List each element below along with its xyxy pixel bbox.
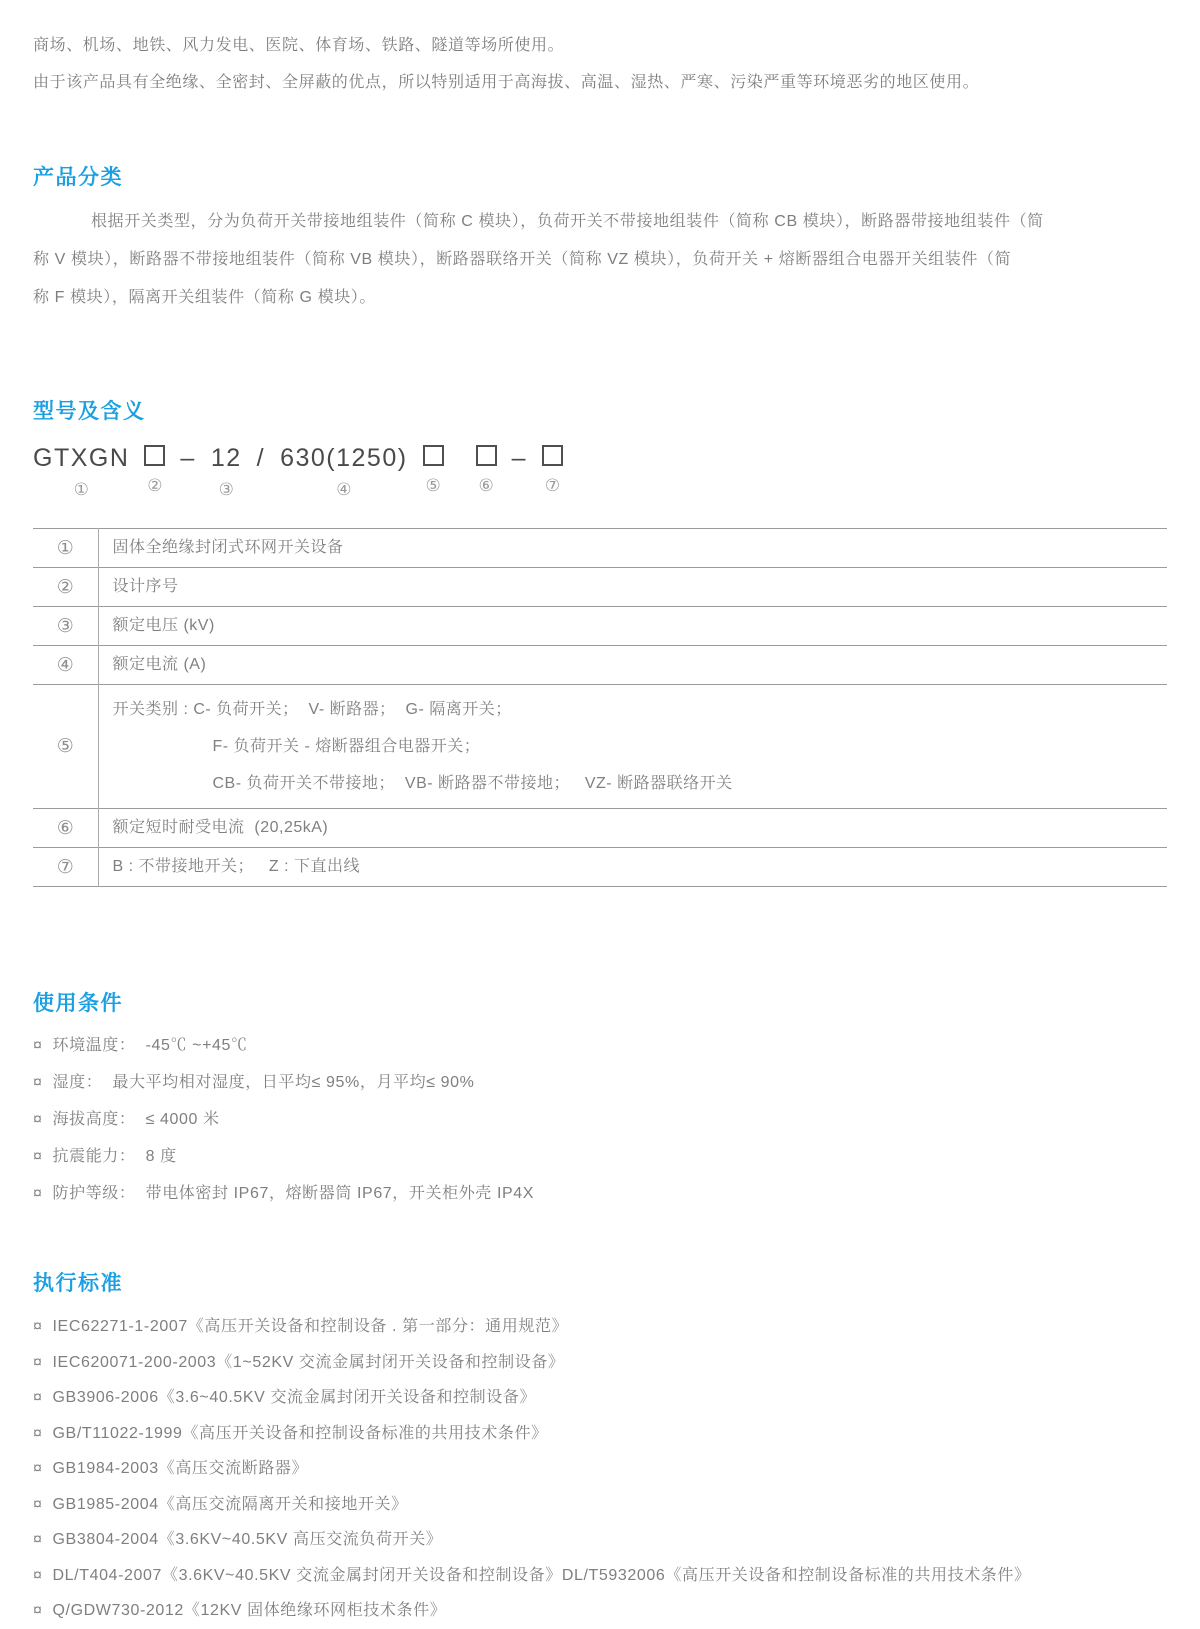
standard-text: IEC62271-1-2007《高压开关设备和控制设备 . 第一部分：通用规范》 xyxy=(52,1318,569,1335)
model-segment xyxy=(512,442,527,500)
segment-marker: ① xyxy=(73,480,89,499)
condition-text: 抗震能力： 8 度 xyxy=(52,1148,177,1165)
model-segment xyxy=(423,442,444,496)
segment-marker: ② xyxy=(147,476,163,495)
standard-item xyxy=(33,1593,1167,1629)
table-cell-line: CB- 负荷开关不带接地； VB- 断路器不带接地； VZ- 断路器联络开关 xyxy=(212,775,733,792)
model-segment xyxy=(280,442,407,500)
standard-item xyxy=(33,1345,1167,1381)
bullet-marker: ¤ xyxy=(33,1318,43,1335)
table-row xyxy=(33,809,1167,848)
standard-item xyxy=(33,1451,1167,1487)
segment-value: 630(1250) xyxy=(280,443,408,472)
classification-heading: 产品分类 xyxy=(33,166,123,189)
paragraph-line: 根据开关类型，分为负荷开关带接地组装件（简称 C 模块），负荷开关不带接地组装件（简称 CB 模块），断路器带接地组装件（简 xyxy=(91,213,1044,230)
row-number: ③ xyxy=(33,607,98,646)
segment-marker: ④ xyxy=(336,480,352,499)
bullet-marker: ¤ xyxy=(33,1566,43,1584)
model-segment xyxy=(211,442,242,500)
table-cell-line: F- 负荷开关 - 熔断器组合电器开关； xyxy=(212,738,481,755)
table-row xyxy=(33,568,1167,607)
table-row xyxy=(33,529,1167,568)
condition-text: 环境温度： -45℃ ~+45℃ xyxy=(52,1037,248,1054)
segment-value: – xyxy=(180,443,196,472)
bullet-marker: ¤ xyxy=(33,1074,43,1091)
bullet-marker: ¤ xyxy=(33,1602,43,1619)
standard-text: IEC620071-200-2003《1~52KV 交流金属封闭开关设备和控制设备》 xyxy=(52,1353,565,1371)
row-number: ⑥ xyxy=(33,809,98,848)
condition-item xyxy=(33,1064,1167,1101)
section-usage-conditions xyxy=(33,991,1167,1212)
segment-value xyxy=(423,445,444,466)
segment-value xyxy=(144,445,165,466)
row-description: 额定电流 (A) xyxy=(98,646,1167,685)
row-number: ⑤ xyxy=(33,685,98,809)
row-description: 固体全绝缘封闭式环网开关设备 xyxy=(112,539,344,556)
row-description: 额定短时耐受电流 (20,25kA) xyxy=(98,809,1167,848)
model-segment xyxy=(476,442,497,496)
intro-line-1: 商场、机场、地铁、风力发电、医院、体育场、铁路、隧道等场所使用。 xyxy=(33,37,565,54)
segment-marker: ③ xyxy=(218,480,234,499)
segment-value xyxy=(542,445,563,466)
bullet-marker: ¤ xyxy=(33,1495,43,1513)
condition-text: 防护等级： 带电体密封 IP67，熔断器筒 IP67，开关柜外壳 IP4X xyxy=(52,1185,535,1202)
bullet-marker: ¤ xyxy=(33,1424,43,1442)
table-row xyxy=(33,848,1167,887)
condition-text: 海拔高度： ≤ 4000 米 xyxy=(52,1111,220,1128)
model-heading: 型号及含义 xyxy=(33,400,146,423)
classification-paragraph xyxy=(33,203,1167,317)
segment-marker: ⑤ xyxy=(425,476,441,495)
intro-line-2: 由于该产品具有全绝缘、全密封、全屏蔽的优点，所以特别适用于高海拔、高温、湿热、严寒、污染严重等环境恶劣的地区使用。 xyxy=(33,74,980,91)
bullet-marker: ¤ xyxy=(33,1037,43,1054)
standard-item xyxy=(33,1522,1167,1558)
bullet-marker: ¤ xyxy=(33,1460,43,1477)
standard-item xyxy=(33,1380,1167,1416)
condition-item xyxy=(33,1027,1167,1064)
segment-marker: ⑦ xyxy=(544,476,561,495)
row-description: 额定电压 (kV) xyxy=(98,607,1167,646)
bullet-marker: ¤ xyxy=(33,1531,43,1548)
section-model-meaning xyxy=(33,399,1167,887)
table-row xyxy=(33,685,1167,809)
segment-value: / xyxy=(256,443,266,472)
bullet-marker: ¤ xyxy=(33,1185,43,1202)
model-segment xyxy=(542,442,563,496)
condition-item xyxy=(33,1101,1167,1138)
model-meaning-table xyxy=(33,528,1167,887)
standard-item xyxy=(33,1487,1167,1523)
standard-text: GB3804-2004《3.6KV~40.5KV 高压交流负荷开关》 xyxy=(52,1531,443,1548)
row-number: ⑦ xyxy=(33,848,98,887)
standard-text: GB/T11022-1999《高压开关设备和控制设备标准的共用技术条件》 xyxy=(52,1424,548,1442)
model-segment xyxy=(33,442,129,500)
paragraph-line: 称 F 模块），隔离开关组装件（简称 G 模块）。 xyxy=(33,289,377,306)
condition-text: 湿度： 最大平均相对湿度，日平均≤ 95%，月平均≤ 90% xyxy=(52,1074,475,1091)
section-standards xyxy=(33,1271,1167,1629)
segment-value: – xyxy=(511,443,527,472)
standard-text: GB3906-2006《3.6~40.5KV 交流金属封闭开关设备和控制设备》 xyxy=(52,1389,537,1406)
standard-text: GB1985-2004《高压交流隔离开关和接地开关》 xyxy=(52,1495,408,1513)
condition-item xyxy=(33,1175,1167,1212)
standard-text: Q/GDW730-2012《12KV 固体绝缘环网柜技术条件》 xyxy=(52,1602,447,1619)
standard-item xyxy=(33,1309,1167,1345)
standards-list xyxy=(33,1309,1167,1629)
segment-marker: ⑥ xyxy=(478,476,494,495)
paragraph-line: 称 V 模块），断路器不带接地组装件（简称 VB 模块），断路器联络开关（简称 VZ 模块），负荷开关 + 熔断器组合电器开关组装件（简 xyxy=(33,251,1012,268)
row-number: ① xyxy=(33,529,98,568)
row-description: B : 不带接地开关； Z : 下直出线 xyxy=(98,848,1167,887)
model-designation xyxy=(33,442,1167,500)
condition-item xyxy=(33,1138,1167,1175)
conditions-heading: 使用条件 xyxy=(33,992,123,1015)
table-row xyxy=(33,646,1167,685)
bullet-marker: ¤ xyxy=(33,1389,43,1406)
segment-value: 12 xyxy=(210,443,242,472)
standard-text: DL/T404-2007《3.6KV~40.5KV 交流金属封闭开关设备和控制设备》DL/T5932006《高压开关设备和控制设备标准的共用技术条件》 xyxy=(52,1566,1031,1584)
row-description: 设计序号 xyxy=(98,568,1167,607)
bullet-marker: ¤ xyxy=(33,1148,43,1165)
standard-item xyxy=(33,1416,1167,1452)
standards-heading: 执行标准 xyxy=(33,1272,123,1295)
model-segment xyxy=(257,442,265,500)
row-description xyxy=(98,685,1167,809)
section-product-classification xyxy=(33,165,1167,317)
table-row xyxy=(33,607,1167,646)
bullet-marker: ¤ xyxy=(33,1353,43,1371)
standard-text: GB1984-2003《高压交流断路器》 xyxy=(52,1460,309,1477)
model-segment xyxy=(180,442,195,500)
intro-paragraph xyxy=(33,27,1167,101)
bullet-marker: ¤ xyxy=(33,1111,43,1128)
table-cell-line: 开关类别 : C- 负荷开关； V- 断路器； G- 隔离开关； xyxy=(112,701,512,718)
conditions-list xyxy=(33,1027,1167,1212)
segment-value xyxy=(476,445,497,466)
segment-value: GTXGN xyxy=(33,443,130,472)
row-number: ④ xyxy=(33,646,98,685)
standard-item xyxy=(33,1558,1167,1594)
model-segment xyxy=(144,442,165,496)
row-number: ② xyxy=(33,568,98,607)
